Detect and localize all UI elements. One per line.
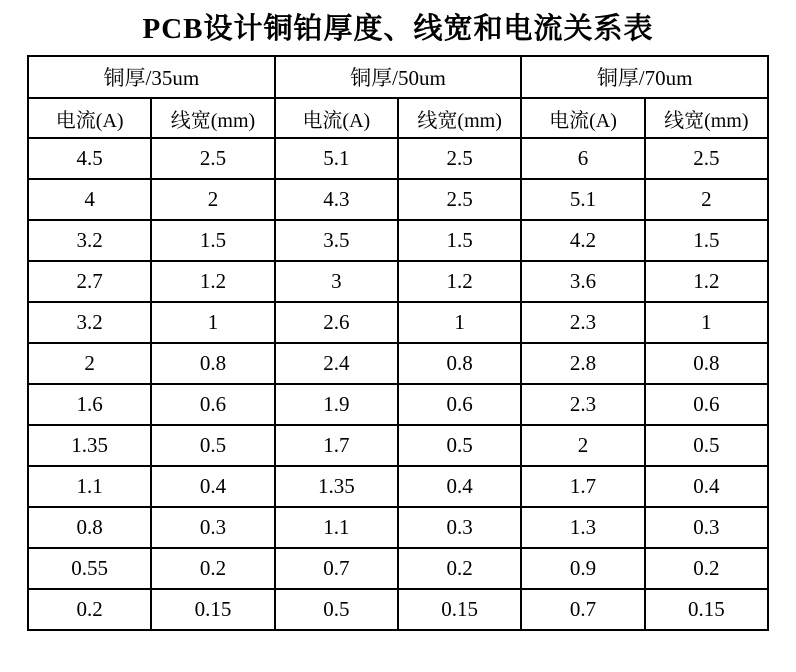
cell: 0.4 (645, 466, 768, 507)
table-row (28, 384, 768, 425)
table-row (28, 343, 768, 384)
table-row (28, 466, 768, 507)
cell: 2.5 (151, 138, 274, 179)
cell: 1 (398, 302, 521, 343)
table-row (28, 425, 768, 466)
table-row (28, 589, 768, 630)
sub-header-current-35: 电流(A) (28, 98, 151, 138)
cell: 1.1 (28, 466, 151, 507)
cell: 1.7 (521, 466, 644, 507)
cell: 1.2 (151, 261, 274, 302)
cell: 4 (28, 179, 151, 220)
cell: 1.3 (521, 507, 644, 548)
cell: 1.5 (151, 220, 274, 261)
cell: 2.3 (521, 302, 644, 343)
table-row (28, 179, 768, 220)
table-row (28, 261, 768, 302)
cell: 2.3 (521, 384, 644, 425)
cell: 5.1 (521, 179, 644, 220)
table-row (28, 220, 768, 261)
cell: 1.1 (275, 507, 398, 548)
cell: 1 (151, 302, 274, 343)
cell: 0.15 (645, 589, 768, 630)
cell: 0.8 (398, 343, 521, 384)
cell: 0.15 (398, 589, 521, 630)
cell: 2 (151, 179, 274, 220)
cell: 0.2 (398, 548, 521, 589)
cell: 0.7 (521, 589, 644, 630)
cell: 3 (275, 261, 398, 302)
cell: 2.5 (398, 138, 521, 179)
cell: 2.6 (275, 302, 398, 343)
cell: 1 (645, 302, 768, 343)
cell: 0.6 (645, 384, 768, 425)
table-row (28, 548, 768, 589)
cell: 2.5 (645, 138, 768, 179)
cell: 3.2 (28, 220, 151, 261)
cell: 0.5 (275, 589, 398, 630)
cell: 0.6 (398, 384, 521, 425)
cell: 0.5 (645, 425, 768, 466)
cell: 0.7 (275, 548, 398, 589)
cell: 0.3 (151, 507, 274, 548)
cell: 0.8 (28, 507, 151, 548)
cell: 4.2 (521, 220, 644, 261)
cell: 3.5 (275, 220, 398, 261)
sub-header-current-50: 电流(A) (275, 98, 398, 138)
cell: 2 (28, 343, 151, 384)
cell: 0.3 (398, 507, 521, 548)
cell: 3.2 (28, 302, 151, 343)
cell: 0.8 (151, 343, 274, 384)
cell: 0.15 (151, 589, 274, 630)
cell: 0.4 (151, 466, 274, 507)
group-header-50um: 铜厚/50um (275, 56, 522, 98)
table-sub-header-row (28, 98, 768, 138)
page-title: PCB设计铜铂厚度、线宽和电流关系表 (142, 13, 654, 45)
cell: 3.6 (521, 261, 644, 302)
cell: 4.3 (275, 179, 398, 220)
sub-header-width-50: 线宽(mm) (398, 98, 521, 138)
table-row (28, 302, 768, 343)
cell: 1.5 (645, 220, 768, 261)
cell: 0.2 (28, 589, 151, 630)
cell: 2.5 (398, 179, 521, 220)
cell: 1.2 (398, 261, 521, 302)
cell: 1.2 (645, 261, 768, 302)
cell: 0.8 (645, 343, 768, 384)
sub-header-width-35: 线宽(mm) (151, 98, 274, 138)
cell: 5.1 (275, 138, 398, 179)
group-header-35um: 铜厚/35um (28, 56, 275, 98)
cell: 2.8 (521, 343, 644, 384)
cell: 0.3 (645, 507, 768, 548)
cell: 0.9 (521, 548, 644, 589)
cell: 1.35 (275, 466, 398, 507)
table-group-header-row (28, 56, 768, 98)
cell: 1.5 (398, 220, 521, 261)
cell: 0.6 (151, 384, 274, 425)
sub-header-width-70: 线宽(mm) (645, 98, 768, 138)
cell: 0.4 (398, 466, 521, 507)
cell: 4.5 (28, 138, 151, 179)
cell: 0.55 (28, 548, 151, 589)
cell: 2.4 (275, 343, 398, 384)
cell: 0.5 (151, 425, 274, 466)
cell: 0.2 (151, 548, 274, 589)
group-header-70um: 铜厚/70um (521, 56, 768, 98)
cell: 0.5 (398, 425, 521, 466)
cell: 1.7 (275, 425, 398, 466)
pcb-copper-thickness-table (27, 55, 769, 631)
table-row (28, 138, 768, 179)
cell: 6 (521, 138, 644, 179)
cell: 2 (521, 425, 644, 466)
cell: 1.35 (28, 425, 151, 466)
cell: 1.6 (28, 384, 151, 425)
table-row (28, 507, 768, 548)
cell: 1.9 (275, 384, 398, 425)
cell: 0.2 (645, 548, 768, 589)
sub-header-current-70: 电流(A) (521, 98, 644, 138)
cell: 2 (645, 179, 768, 220)
cell: 2.7 (28, 261, 151, 302)
